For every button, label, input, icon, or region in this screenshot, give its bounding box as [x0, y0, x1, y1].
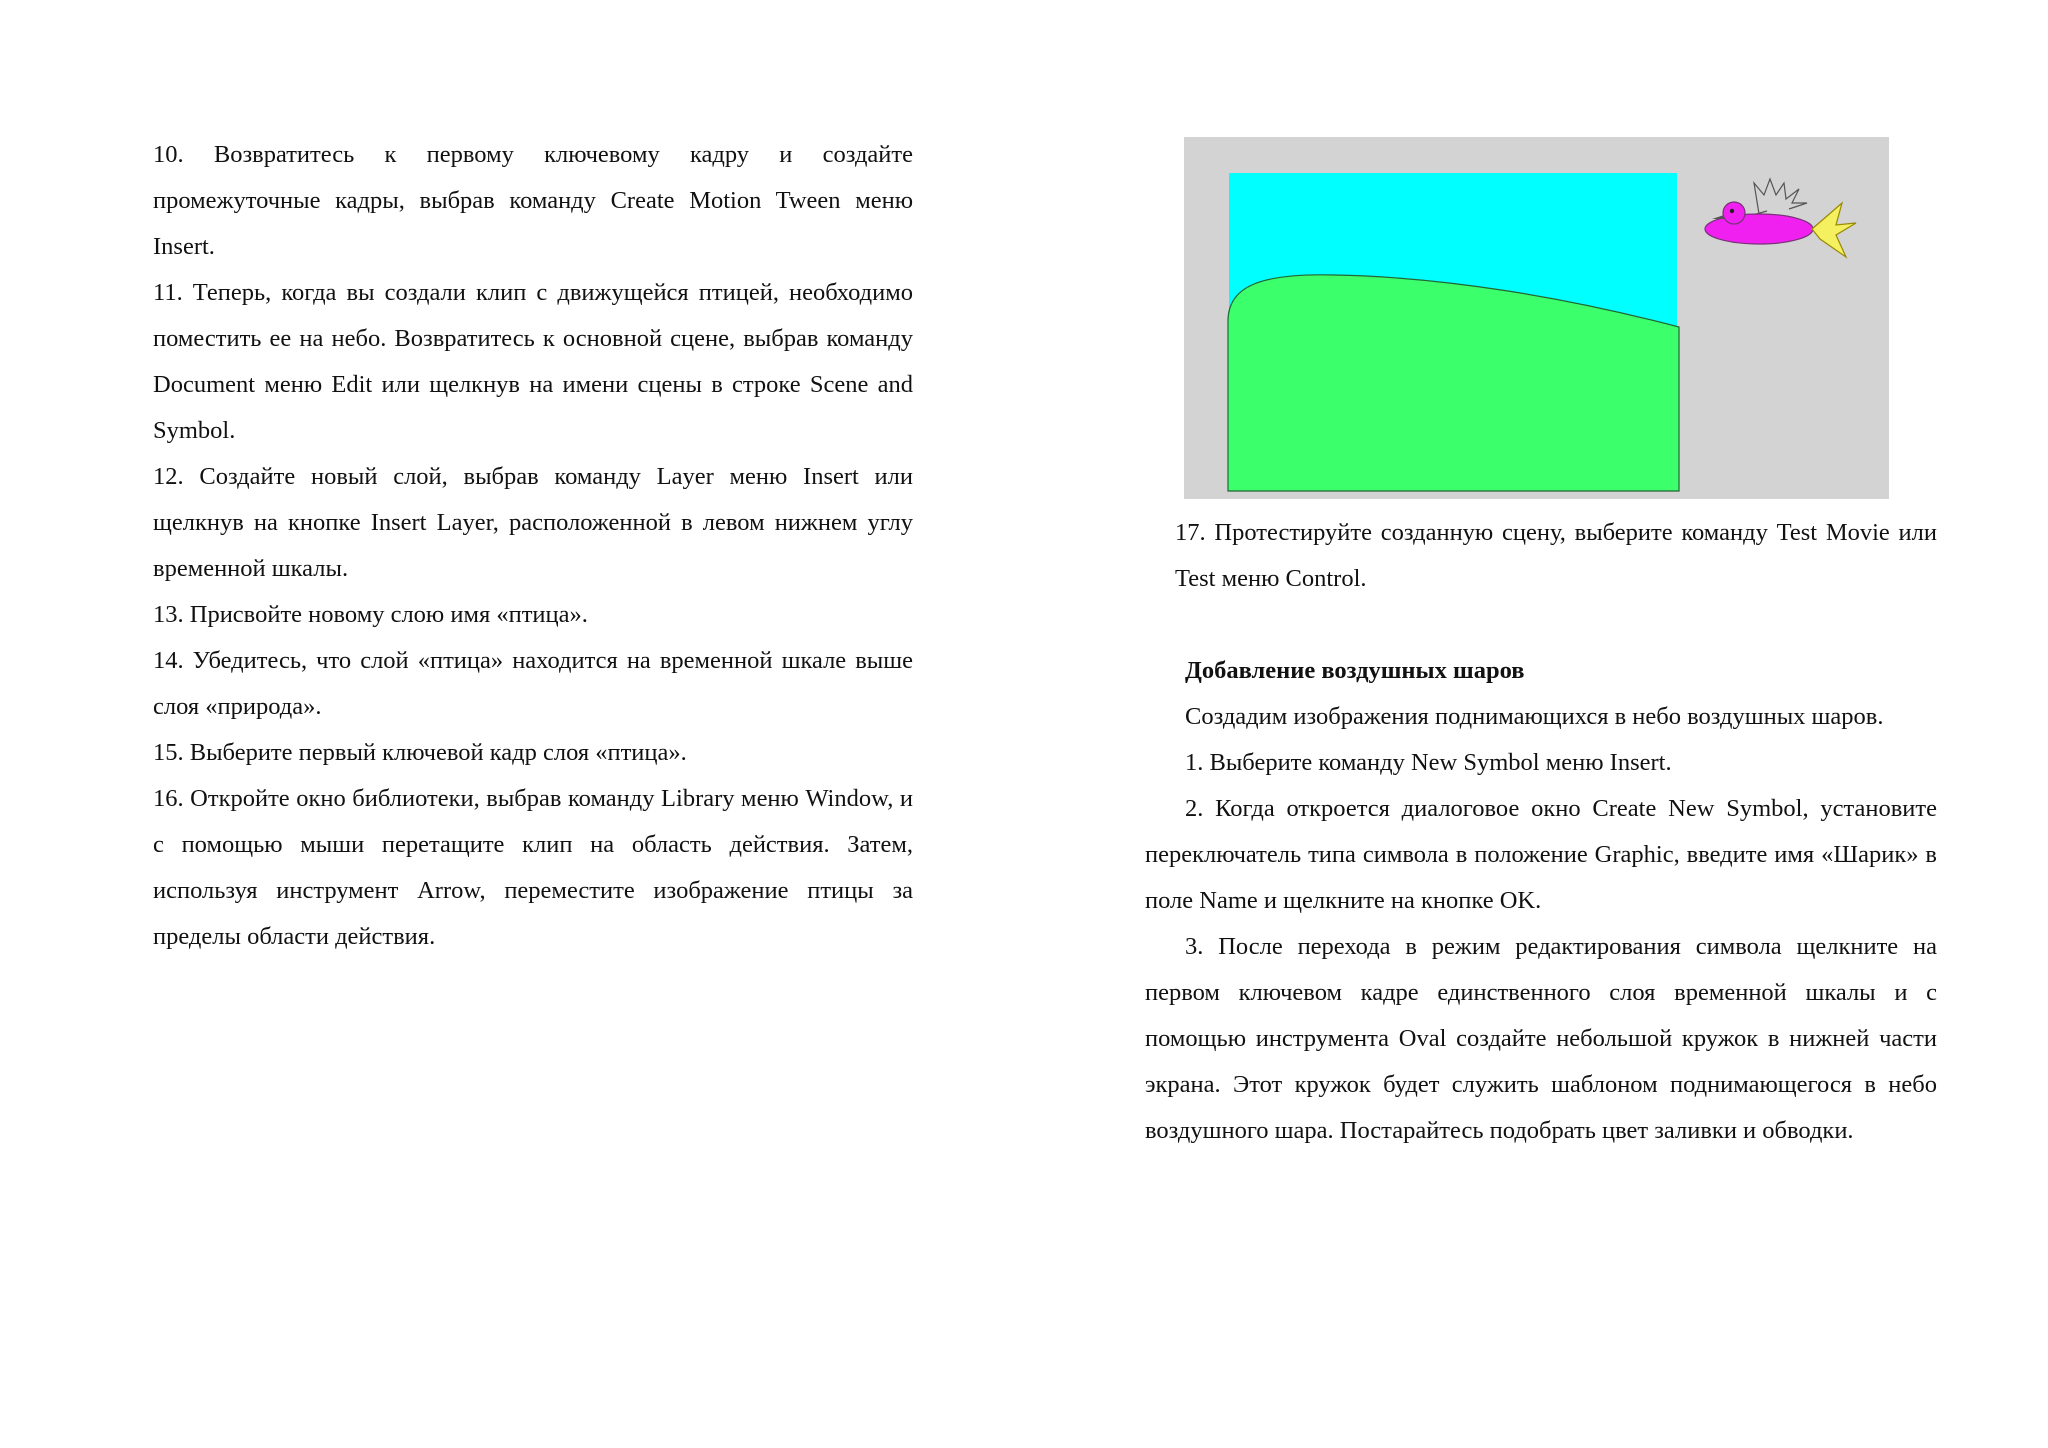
list-item-step-1: 1. Выберите команду New Symbol меню Insert. [1185, 749, 1672, 776]
section-heading: Добавление воздушных шаров [1185, 657, 1525, 684]
paragraph-step-13: 13. Присвойте новому слою имя «птица». [153, 601, 588, 628]
spacer [1145, 602, 1937, 648]
paragraph-step-14: 14. Убедитесь, что слой «птица» находится на временной шкале выше слоя «природа». [153, 647, 913, 720]
list-item-step-3: 3. После перехода в режим редактирования символа щелкните на первом ключевом кадре единственного слоя временной шкалы и с помощью инструмента Oval создайте небольшой кружок в нижней части экрана. Этот кружок будет служить шаблоном поднимающегося в небо воздушного шара. Постарайтесь подобрать цвет заливки и обводки. [1145, 933, 1937, 1144]
paragraph-step-16: 16. Откройте окно библиотеки, выбрав команду Library меню Window, и с помощью мыши перетащите клип на область действия. Затем, используя инструмент Arrow, переместите изображение птицы за пределы области действия. [153, 785, 913, 950]
bird-head [1723, 202, 1745, 224]
right-column [1145, 510, 1937, 1154]
paragraph-step-17: 17. Протестируйте созданную сцену, выберите команду Test Movie или Test меню Control. [1175, 519, 1937, 592]
intro-paragraph: Создадим изображения поднимающихся в небо воздушных шаров. [1185, 703, 1884, 730]
left-column [153, 132, 913, 960]
paragraph-step-11: 11. Теперь, когда вы создали клип с движущейся птицей, необходимо поместить ее на небо. Возвратитесь к основной сцене, выбрав команду Document меню Edit или щелкнув на имени сцены в строке Scene and Symbol. [153, 279, 913, 444]
list-item-step-2: 2. Когда откроется диалоговое окно Create New Symbol, установите переключатель типа символа в положение Graphic, введите имя «Шарик» в поле Name и щелкните на кнопке OK. [1145, 795, 1937, 914]
paragraph-step-12: 12. Создайте новый слой, выбрав команду Layer меню Insert или щелкнув на кнопке Insert Layer, расположенной в левом нижнем углу временной шкалы. [153, 463, 913, 582]
scene-svg [1184, 137, 1889, 499]
paragraph-step-15: 15. Выберите первый ключевой кадр слоя «птица». [153, 739, 687, 766]
paragraph-step-10: 10. Возвратитесь к первому ключевому кадру и создайте промежуточные кадры, выбрав команду Create Motion Tween меню Insert. [153, 141, 913, 260]
bird-eye [1730, 209, 1734, 213]
scene-illustration [1184, 137, 1889, 499]
